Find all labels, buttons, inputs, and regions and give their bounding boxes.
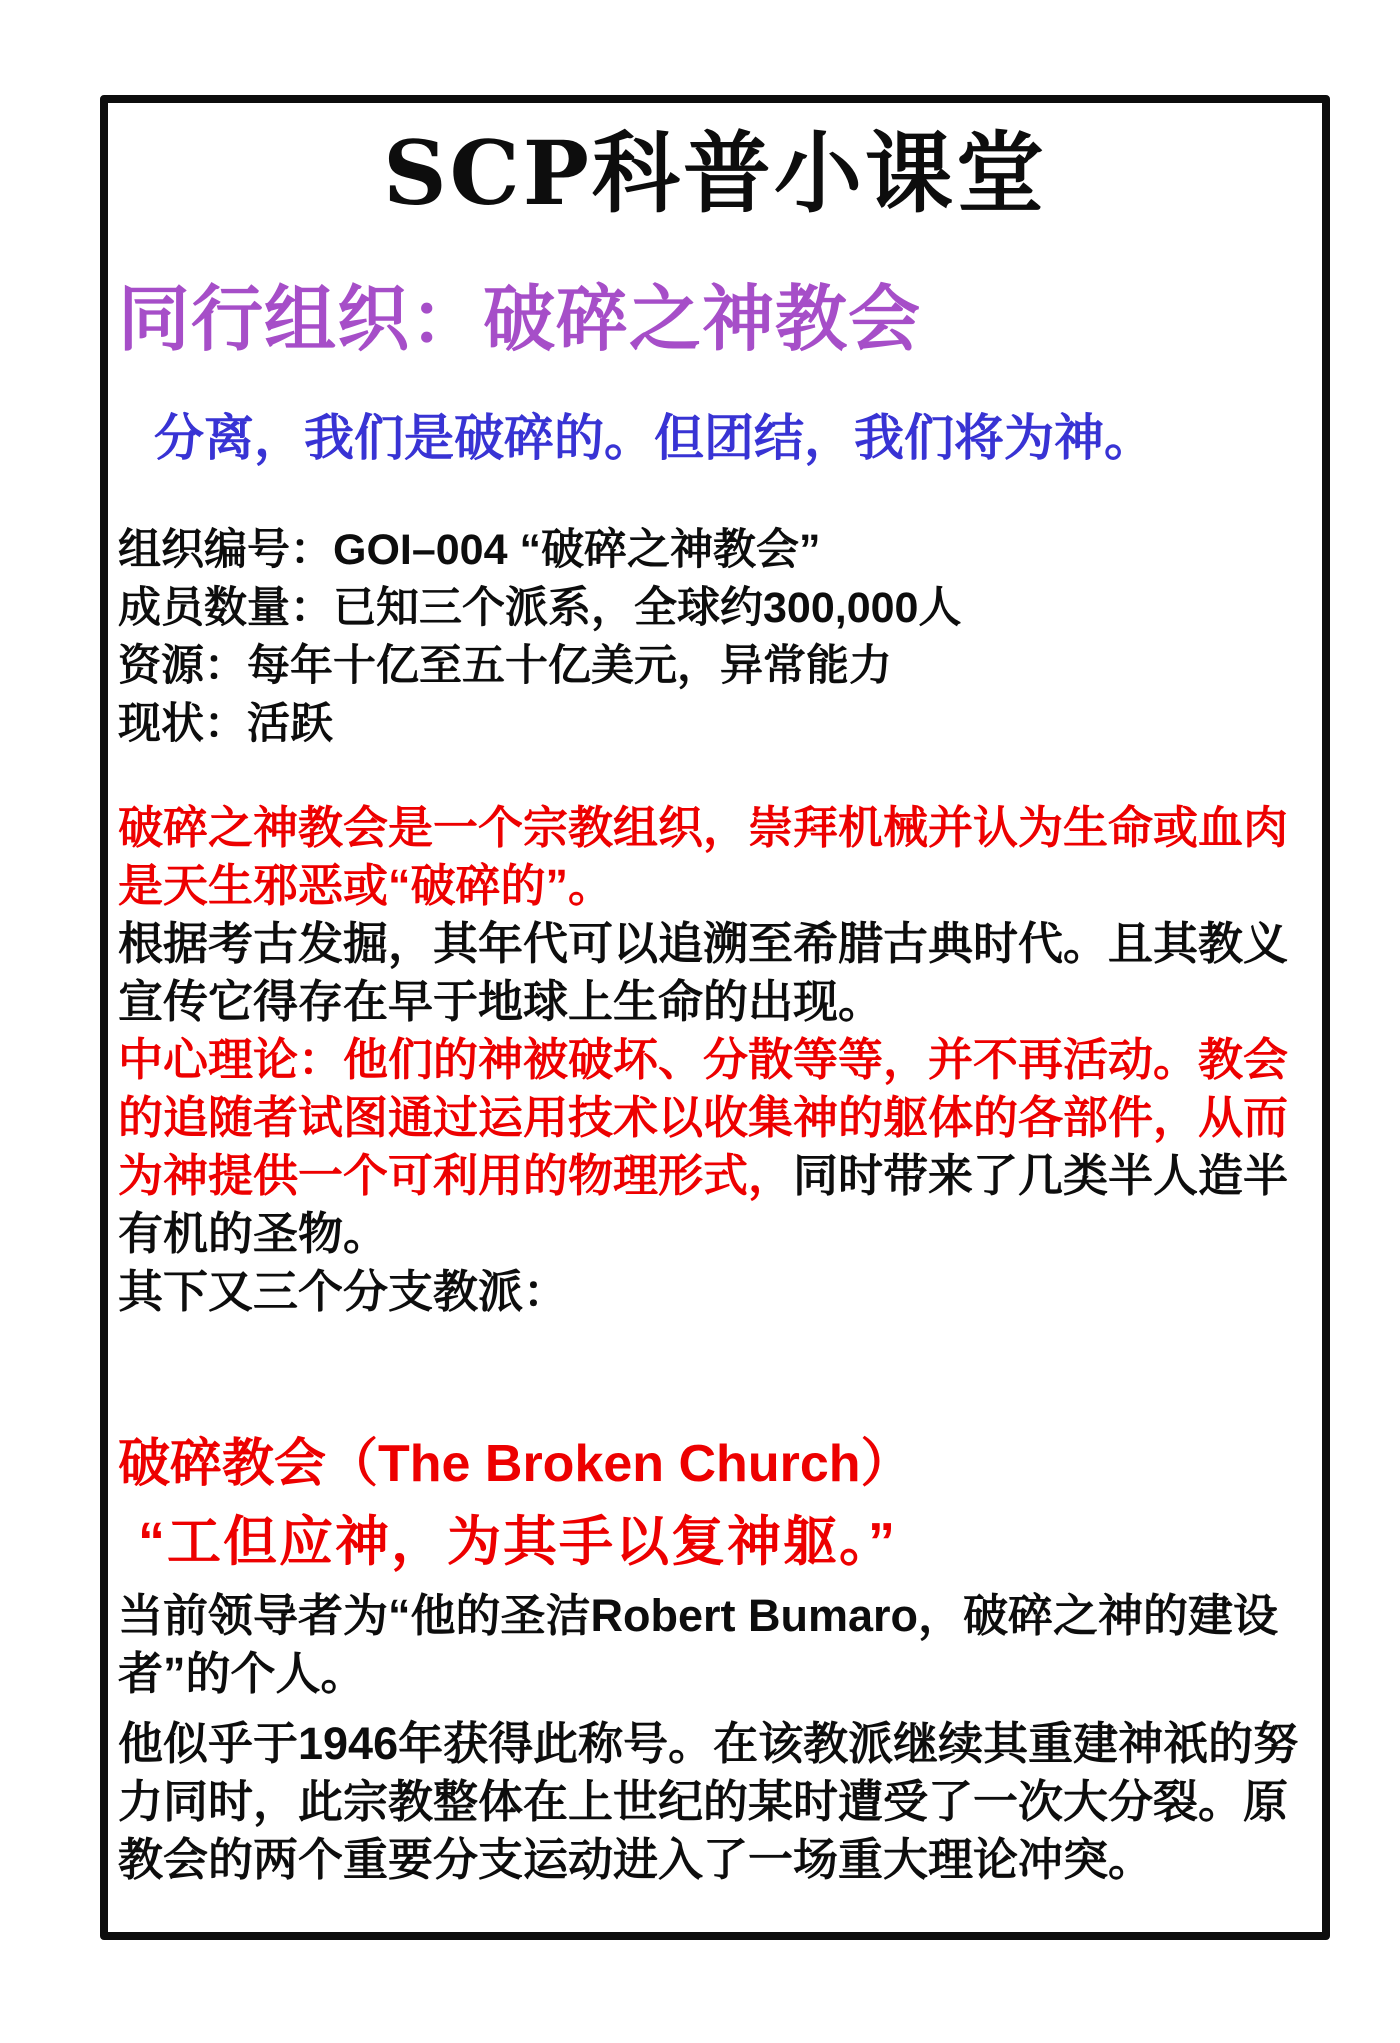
info-line-status — [118, 695, 1314, 753]
org-id-value: GOI–004 “破碎之神教会” — [333, 526, 821, 574]
info-line-org-id — [118, 521, 1314, 579]
church-motto: 分离，我们是破碎的。但团结，我们将为神。 — [154, 409, 1154, 466]
members-label: 成员数量： — [118, 584, 333, 632]
content-frame — [100, 95, 1330, 1940]
broken-church-quote: “工但应神，为其手以复神躯。” — [138, 1512, 897, 1572]
theory-red-text: 中心理论：他们的神被破坏、分散等等，并不再活动。教会的追随者试图通过运用技术以收集神的躯体的各部件，从而为神提供一个可利用的物理形式， — [118, 1034, 1289, 1201]
members-value: 已知三个派系，全球约300,000人 — [333, 584, 962, 632]
broken-church-section — [118, 1433, 1314, 1889]
theory-black-text: 同时带来了几类半人造半有机的圣物。 — [118, 1150, 1289, 1259]
broken-church-history-text: 他似乎于1946年获得此称号。在该教派继续其重建神祇的努力同时，此宗教整体在上世纪的某时遭受了一次大分裂。原教会的两个重要分支运动进入了一场重大理论冲突。 — [118, 1718, 1299, 1885]
paragraph-overview — [118, 799, 1314, 915]
info-line-members — [118, 579, 1314, 637]
broken-church-heading: 破碎教会（The Broken Church） — [118, 1435, 913, 1493]
info-line-resources — [118, 637, 1314, 695]
org-info-block — [118, 521, 1314, 753]
resources-value: 每年十亿至五十亿美元，异常能力 — [247, 642, 892, 690]
page-title: SCP科普小课堂 — [383, 121, 1047, 225]
paragraph-branches — [118, 1263, 1314, 1321]
overview-red-text: 破碎之神教会是一个宗教组织，崇拜机械并认为生命或血肉是天生邪恶或“破碎的”。 — [118, 802, 1289, 911]
broken-church-leader-text: 当前领导者为“他的圣洁Robert Bumaro，破碎之神的建设者”的个人。 — [118, 1590, 1279, 1699]
paragraph-theory — [118, 1031, 1314, 1263]
history-text: 根据考古发掘，其年代可以追溯至希腊古典时代。且其教义宣传它得存在早于地球上生命的出现。 — [118, 918, 1289, 1027]
resources-label: 资源： — [118, 642, 247, 690]
org-id-label: 组织编号： — [118, 526, 333, 574]
description-block — [118, 799, 1314, 1321]
section-subtitle: 同行组织：破碎之神教会 — [118, 276, 922, 362]
status-value: 活跃 — [247, 700, 333, 748]
branches-text: 其下又三个分支教派： — [118, 1266, 569, 1317]
status-label: 现状： — [118, 700, 247, 748]
paragraph-history — [118, 915, 1314, 1031]
